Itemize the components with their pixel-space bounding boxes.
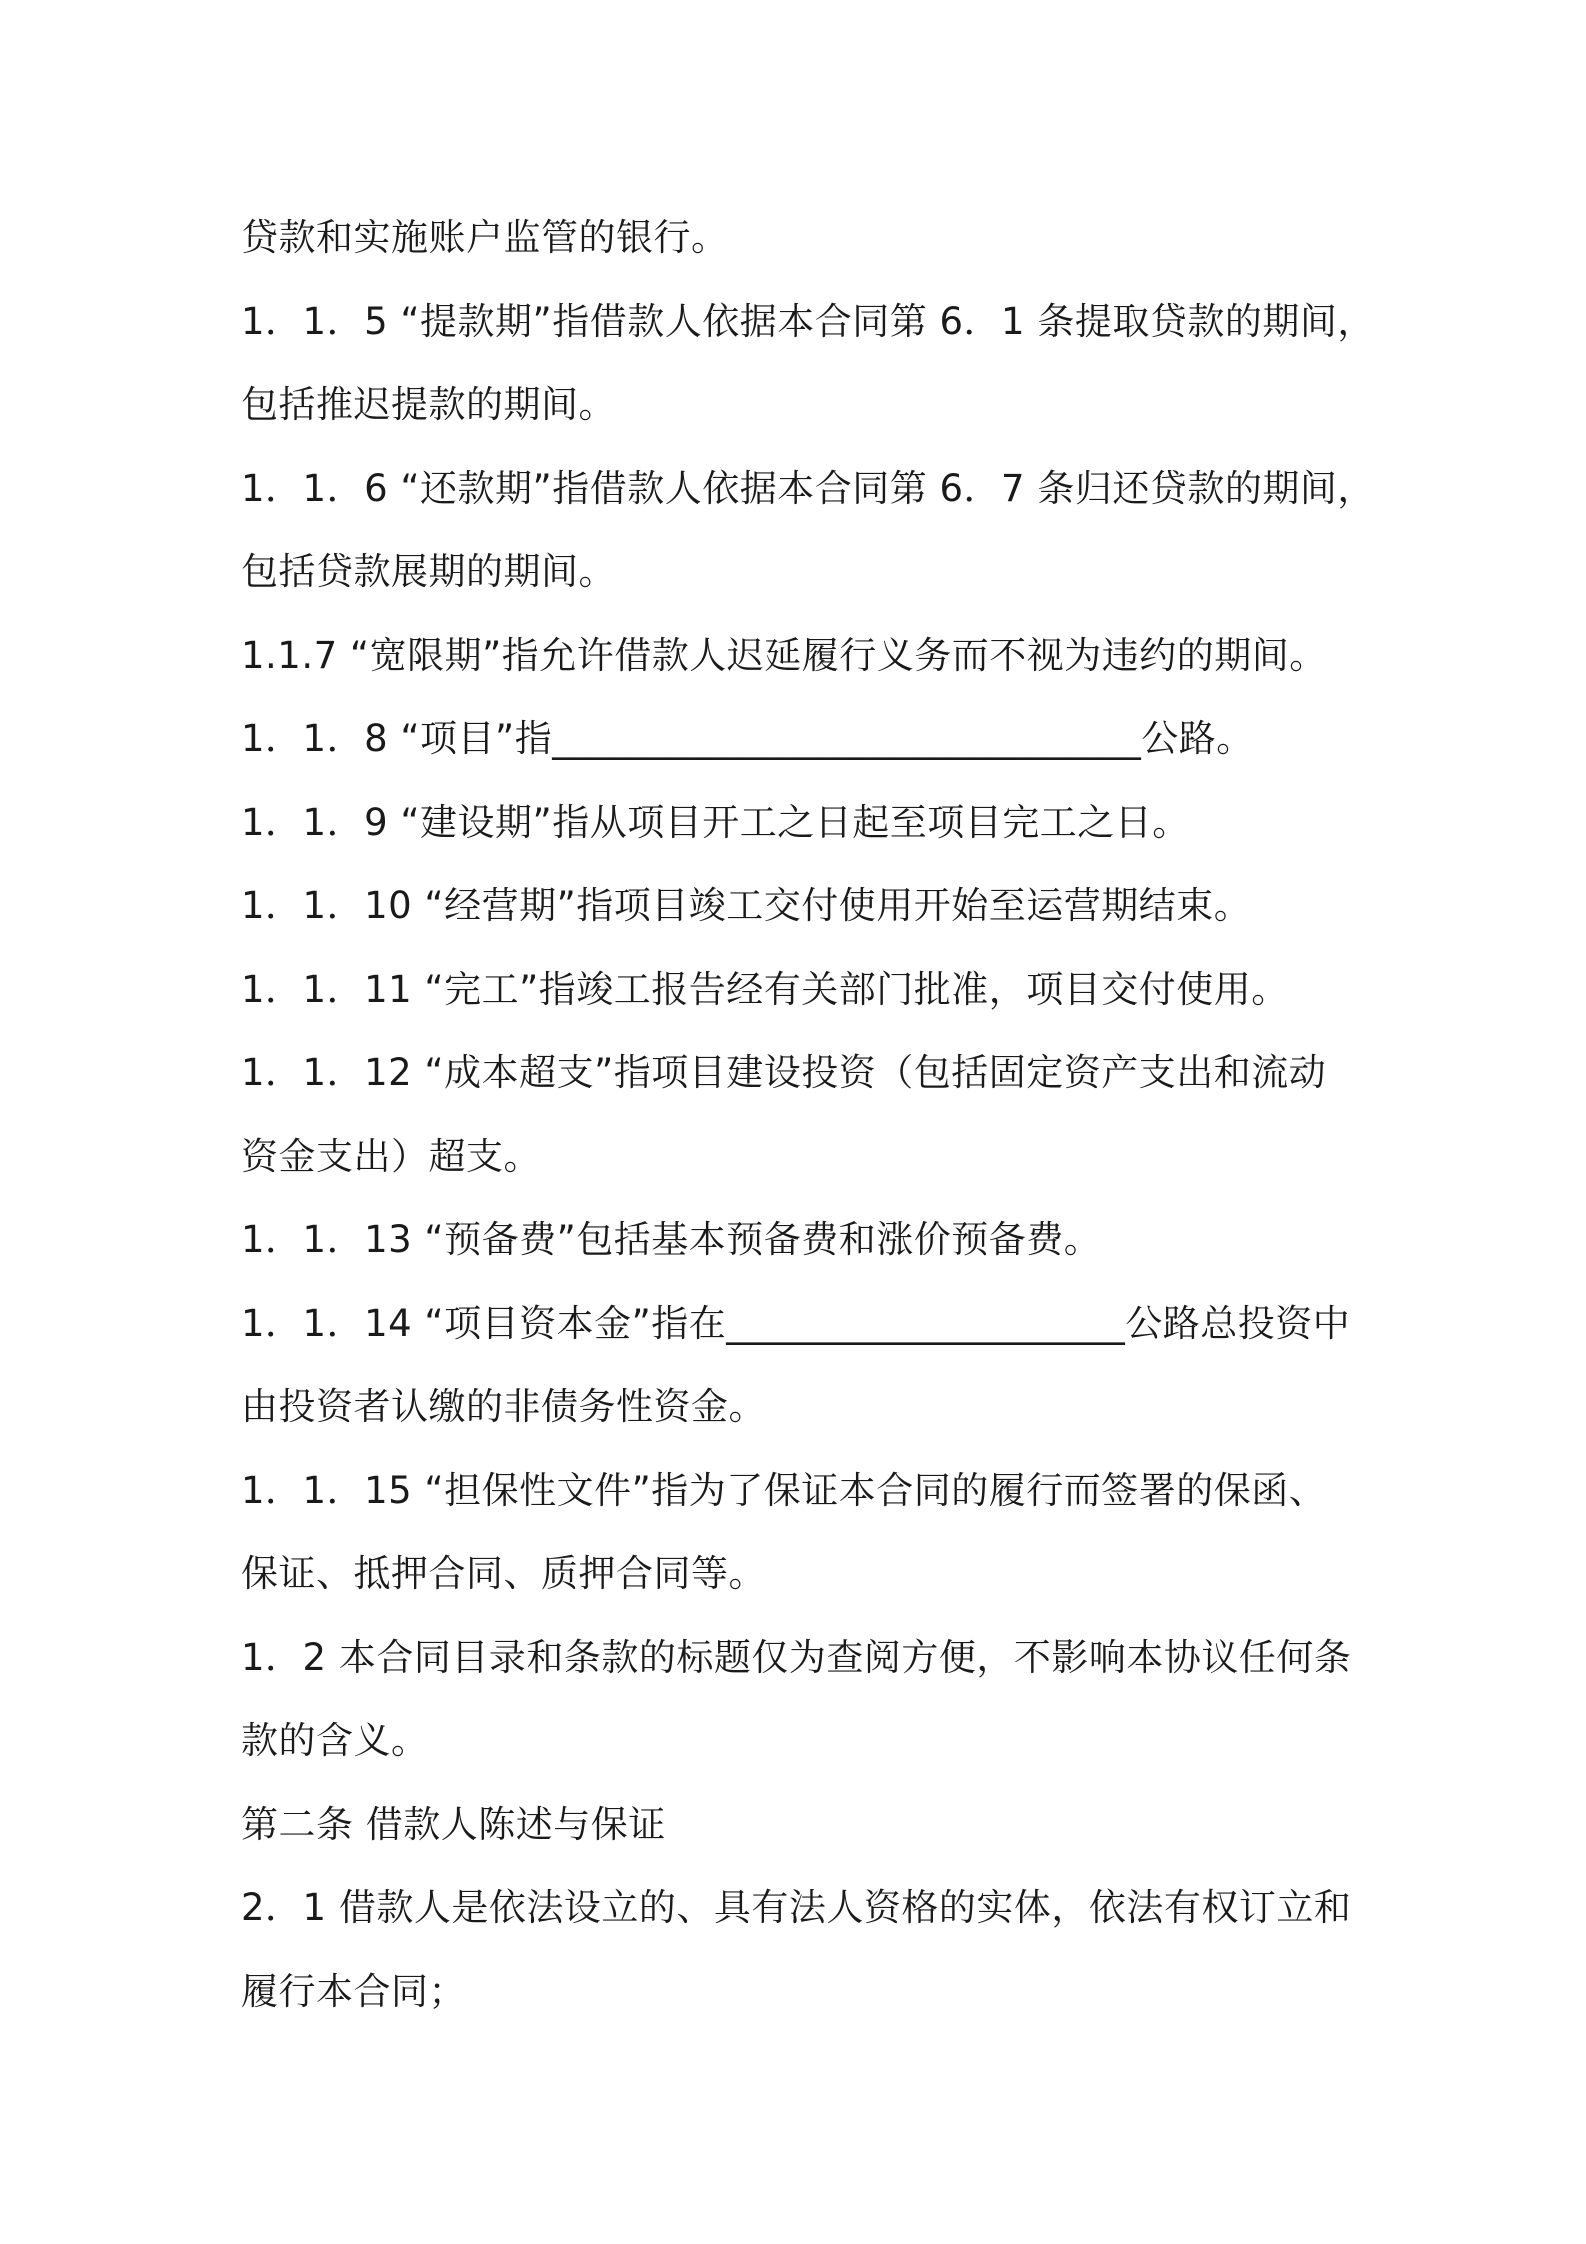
- text-line: 2．1 借款人是依法设立的、具有法人资格的实体，依法有权订立和: [241, 1886, 1352, 1929]
- text-line: 1．1．6 “还款期”指借款人依据本合同第 6．7 条归还贷款的期间，: [241, 466, 1375, 510]
- text-line: 1．1．9 “建设期”指从项目开工之日起至项目完工之日。: [241, 800, 1190, 844]
- text-line: 包括推迟提款的期间。: [241, 383, 616, 426]
- document-body: [241, 196, 1381, 2033]
- section-heading: 第二条 借款人陈述与保证: [241, 1802, 666, 1846]
- text-line: 由投资者认缴的非债务性资金。: [241, 1385, 766, 1428]
- text-line: 款的含义。: [241, 1719, 429, 1762]
- text-line: 履行本合同；: [241, 1969, 466, 2013]
- text-line: 1．1．11 “完工”指竣工报告经有关部门批准，项目交付使用。: [241, 967, 1289, 1011]
- text-line: 1．2 本合同目录和条款的标题仅为查阅方便，不影响本协议任何条: [241, 1635, 1352, 1679]
- text-line: 1．1．14 “项目资本金”指在_____________________公路总投资中: [241, 1301, 1351, 1345]
- text-line: 1．1．13 “预备费”包括基本预备费和涨价预备费。: [241, 1218, 1102, 1261]
- text-line: 1.1.7 “宽限期”指允许借款人迟延履行义务而不视为违约的期间。: [241, 633, 1327, 677]
- text-line: 贷款和实施账户监管的银行。: [241, 216, 729, 259]
- text-line: 1．1．15 “担保性文件”指为了保证本合同的履行而签署的保函、: [241, 1468, 1327, 1512]
- text-line: 保证、抵押合同、质押合同等。: [241, 1552, 766, 1595]
- text-line: 1．1．10 “经营期”指项目竣工交付使用开始至运营期结束。: [241, 884, 1252, 927]
- text-line: 资金支出）超支。: [241, 1134, 541, 1178]
- text-line: 1．1．12 “成本超支”指项目建设投资（包括固定资产支出和流动: [241, 1051, 1327, 1094]
- text-line: 1．1．8 “项目”指_______________________________公路。: [241, 717, 1254, 760]
- text-line: 包括贷款展期的期间。: [241, 550, 616, 593]
- text-line: 1．1．5 “提款期”指借款人依据本合同第 6．1 条提取贷款的期间，: [241, 299, 1375, 343]
